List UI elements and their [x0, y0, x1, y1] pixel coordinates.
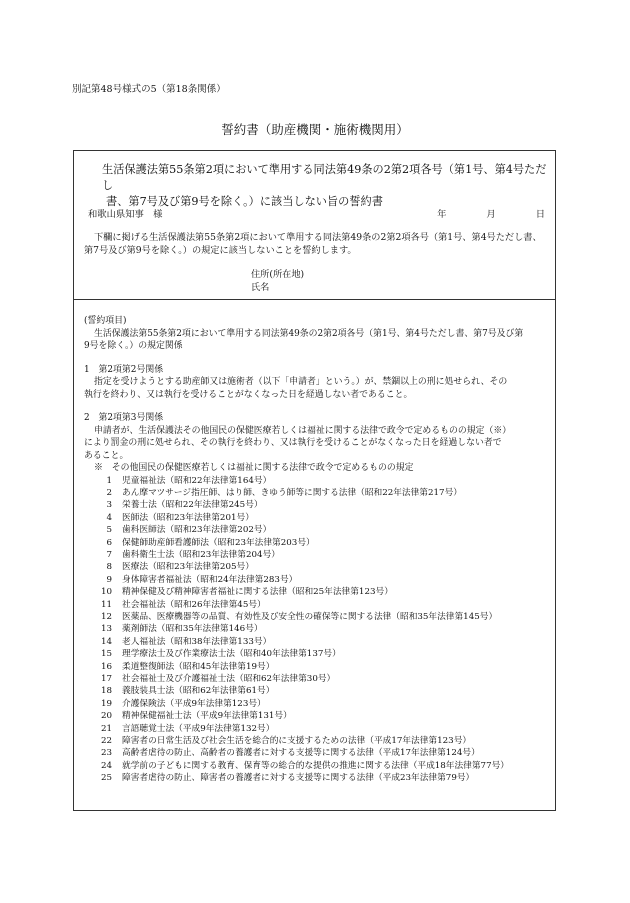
form-number: 別記第48号様式の5（第18条関係）	[72, 84, 226, 95]
law-text: 障害者の日常生活及び社会生活を総合的に支援するための法律（平成17年法律第123号）	[122, 736, 472, 747]
law-text: 精神保健及び精神障害者福祉に関する法律（昭和25年法律第123号）	[122, 587, 393, 598]
law-list	[84, 475, 547, 785]
law-number: 12	[100, 611, 112, 622]
law-list-item	[84, 487, 547, 499]
law-text: 栄養士法（昭和22年法律第245号）	[122, 500, 263, 511]
law-number: 9	[106, 574, 112, 585]
law-number: 13	[100, 624, 112, 635]
law-number: 17	[100, 674, 112, 684]
section-2-body-line-2: により罰金の刑に処せられ、その執行を終わり、又は執行を受けることがなくなった日を経過しない者で	[84, 438, 502, 448]
law-text: 医療法（昭和23年法律第205号）	[122, 562, 254, 573]
law-number: 4	[106, 512, 112, 523]
law-list-item	[84, 599, 547, 611]
law-list-item	[84, 772, 547, 784]
date-field	[437, 206, 545, 220]
law-number: 22	[100, 736, 112, 747]
law-list-item	[84, 735, 547, 747]
law-list-item	[84, 524, 547, 536]
law-number: 20	[100, 711, 112, 722]
law-text: 児童福祉法（昭和22年法律第164号）	[122, 475, 272, 486]
section-1-title: 1 第2項第2号関係	[84, 364, 164, 375]
law-list-item	[84, 623, 547, 635]
law-list-item	[84, 574, 547, 586]
law-list-item	[84, 747, 547, 759]
law-number: 24	[100, 760, 112, 771]
law-list-item	[84, 561, 547, 573]
law-number: 19	[100, 698, 112, 709]
law-number: 18	[100, 686, 112, 697]
section-1-body-line-1: 指定を受けようとする助産師又は施術者（以下「申請者」という。）が、禁錮以上の刑に処せられ、その	[94, 377, 508, 387]
signature-block	[251, 268, 304, 294]
law-list-item	[84, 537, 547, 549]
law-list-item	[84, 710, 547, 722]
law-text: 歯科医師法（昭和23年法律第202号）	[122, 525, 272, 536]
law-text: 医師法（昭和23年法律第201号）	[122, 512, 254, 523]
law-number: 8	[106, 562, 112, 573]
law-list-item	[84, 760, 547, 772]
law-number: 25	[100, 773, 112, 784]
law-number: 10	[100, 587, 112, 598]
pledge-items	[84, 315, 547, 785]
heading-line-1: 生活保護法第55条第2項において準用する同法第49条の2第2項各号（第1号、第4号ただし	[102, 163, 547, 192]
law-list-item	[84, 661, 547, 673]
items-intro-line-2: 9号を除く。）の規定関係	[84, 341, 183, 351]
law-number: 7	[106, 549, 112, 560]
section-2-body-line-3: あること。	[84, 450, 129, 461]
law-number: 21	[100, 723, 112, 734]
addressee: 和歌山県知事 様	[88, 209, 163, 220]
law-text: 義肢装具士法（昭和62年法律第61号）	[122, 686, 275, 697]
law-text: 高齢者虐待の防止、高齢者の養護者に対する支援等に関する法律（平成17年法律第124号）	[122, 748, 480, 759]
law-number: 6	[106, 537, 112, 548]
law-text: 理学療法士及び作業療法士法（昭和40年法律第137号）	[122, 649, 341, 660]
law-text: 就学前の子どもに関する教育、保育等の総合的な提供の推進に関する法律（平成18年法律第77号）	[122, 760, 509, 771]
law-text: 言語聴覚士法（平成9年法律第132号）	[122, 723, 275, 734]
declaration-line-2: 第7号及び第9号を除く。）の規定に該当しないことを誓約します。	[84, 245, 357, 256]
law-text: 身体障害者福祉法（昭和24年法律第283号）	[122, 574, 298, 585]
law-text: 社会福祉士及び介護福祉士法（昭和62年法律第30号）	[122, 674, 336, 684]
address-label: 住所(所在地)	[251, 269, 305, 280]
law-number: 16	[100, 661, 112, 672]
law-number: 14	[100, 636, 112, 647]
law-list-item	[84, 475, 547, 487]
law-list-item	[84, 636, 547, 648]
law-list-item	[84, 499, 547, 511]
declaration-line-1: 下欄に掲げる生活保護法第55条第2項において準用する同法第49条の2第2項各号（第1号、第4号ただし書、	[94, 232, 542, 243]
declaration	[84, 231, 547, 257]
law-list-item	[84, 549, 547, 561]
items-intro-line-1: 生活保護法第55条第2項において準用する同法第49条の2第2項各号（第1号、第4号ただし書、第7号及び第	[94, 328, 524, 339]
law-list-item	[84, 673, 547, 685]
law-text: あん摩マツサージ指圧師、はり師、きゆう師等に関する法律（昭和22年法律第217号）	[122, 487, 462, 498]
document-title: 誓約書（助産機関・施術機関用）	[221, 122, 409, 137]
section-divider	[74, 299, 555, 300]
law-number: 1	[106, 475, 112, 486]
law-text: 保健師助産師看護師法（昭和23年法律第203号）	[122, 537, 315, 548]
law-number: 15	[100, 649, 112, 660]
law-text: 介護保険法（平成9年法律第123号）	[122, 698, 266, 709]
law-list-item	[84, 611, 547, 623]
law-number: 3	[106, 500, 112, 511]
pledge-heading	[102, 162, 547, 210]
law-text: 医薬品、医療機器等の品質、有効性及び安全性の確保等に関する法律（昭和35年法律第145号）	[122, 611, 498, 622]
date-month-label: 月	[486, 209, 496, 220]
items-header: (誓約項目)	[84, 316, 127, 326]
law-list-note: ※ その他国民の保健医療若しくは福祉に関する法律で政令で定めるものの規定	[94, 463, 414, 473]
law-text: 柔道整復師法（昭和45年法律第19号）	[122, 661, 275, 672]
law-list-item	[84, 512, 547, 524]
pledge-form-box	[73, 150, 556, 811]
law-number: 23	[100, 748, 112, 759]
law-text: 障害者虐待の防止、障害者の養護者に対する支援等に関する法律（平成23年法律第79号）	[122, 773, 475, 784]
law-list-item	[84, 723, 547, 735]
law-number: 5	[106, 525, 112, 536]
section-2-title: 2 第2項第3号関係	[84, 413, 164, 423]
date-year-label: 年	[437, 209, 447, 220]
law-number: 2	[106, 487, 112, 498]
name-label: 氏名	[251, 282, 270, 293]
law-list-item	[84, 685, 547, 697]
section-1-body-line-2: 執行を終わり、又は執行を受けることがなくなった日を経過しない者であること。	[84, 389, 413, 400]
law-number: 11	[100, 599, 112, 610]
law-text: 薬剤師法（昭和35年法律第146号）	[122, 624, 263, 635]
law-list-item	[84, 698, 547, 710]
law-text: 社会福祉法（昭和26年法律第45号）	[122, 599, 266, 610]
law-text: 歯科衛生士法（昭和23年法律第204号）	[122, 549, 280, 560]
law-list-item	[84, 586, 547, 598]
law-list-item	[84, 648, 547, 660]
date-day-label: 日	[535, 209, 545, 220]
heading-line-2: 書、第7号及び第9号を除く。）に該当しない旨の誓約書	[106, 195, 383, 208]
law-text: 精神保健福祉士法（平成9年法律第131号）	[122, 711, 292, 722]
law-text: 老人福祉法（昭和38年法律第133号）	[122, 636, 272, 647]
section-2-body-line-1: 申請者が、生活保護法その他国民の保健医療若しくは福祉に関する法律で政令で定めるものの規定（※）	[94, 425, 512, 436]
